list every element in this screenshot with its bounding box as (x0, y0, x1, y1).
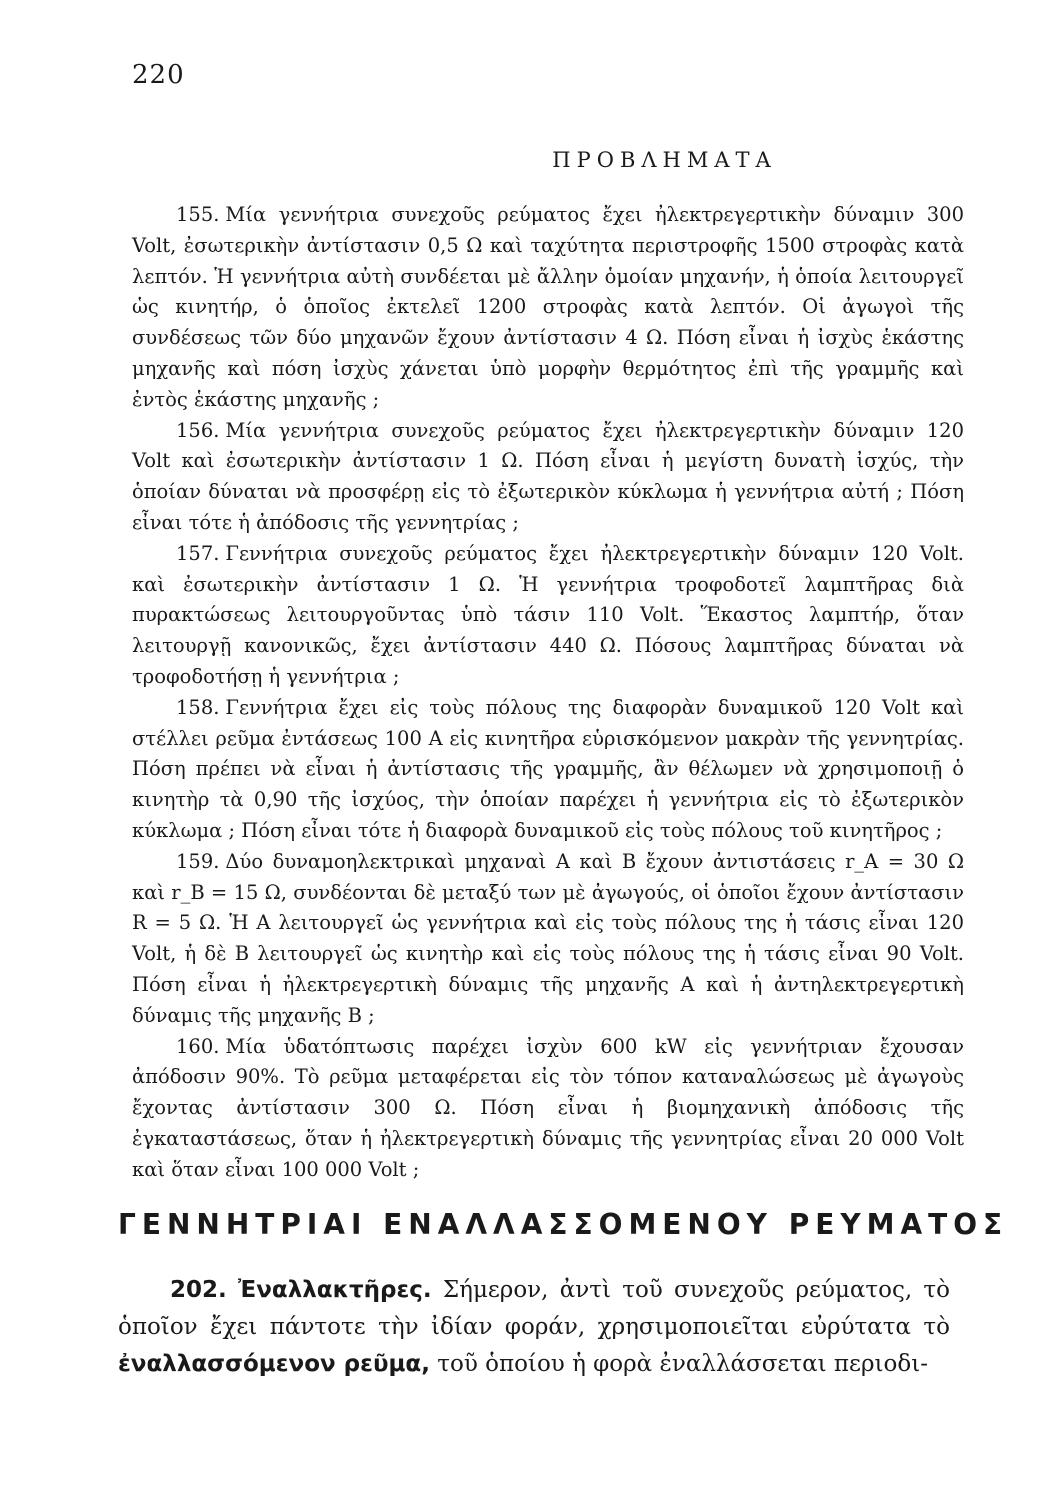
problem-text: Γεννήτρια ἔχει εἰς τοὺς πόλους της διαφορὰν δυναμικοῦ 120 Volt καὶ στέλλει ρεῦμα ἐντάσεως 100 A εἰς κινητῆρα εὑρισκόμενον μακρὰν τῆς γεννητρίας. Πόση πρέπει νὰ εἶναι ἡ ἀντίστασις τῆς γραμμῆς, ἂν θέλωμεν νὰ χρησιμοποιῇ ὁ κινητὴρ τὰ 0,90 τῆς ἰσχύος, τὴν ὁποίαν παρέχει ἡ γεννήτρια εἰς τὸ ἐξωτερικὸν κύκλωμα ; Πόση εἶναι τότε ἡ διαφορὰ δυναμικοῦ εἰς τοὺς πόλους τοῦ κινητῆρος ; (132, 695, 964, 842)
problem-number: 157. (176, 541, 220, 565)
problem-156 (132, 416, 964, 539)
problem-157 (132, 539, 964, 693)
problems-list (132, 200, 964, 1186)
section-heading: ΓΕΝΝΗΤΡΙΑΙ ΕΝΑΛΛΑΣΣΟΜΕΝΟΥ ΡΕΥΜΑΤΟΣ (118, 1208, 1009, 1241)
problem-155 (132, 200, 964, 416)
section-text: Σήμερον, ἀντὶ τοῦ συνεχοῦς ρεύματος, τὸ ὁποῖον ἔχει πάντοτε τὴν ἰδίαν φοράν, χρησιμοποιεῖται εὐρύτατα τὸ (118, 1277, 951, 1340)
problem-159 (132, 847, 964, 1032)
problem-number: 158. (176, 695, 220, 719)
page-number: 220 (132, 60, 185, 90)
problem-text: Μία γεννήτρια συνεχοῦς ρεύματος ἔχει ἠλεκτρεγερτικὴν δύναμιν 120 Volt καὶ ἐσωτερικὴν ἀντίστασιν 1 Ω. Πόση εἶναι ἡ μεγίστη δυνατὴ ἰσχύς, τὴν ὁποίαν δύναται νὰ προσφέρῃ εἰς τὸ ἐξωτερικὸν κύκλωμα ἡ γεννήτρια αὐτή ; Πόση εἶναι τότε ἡ ἀπόδοσις τῆς γεννητρίας ; (132, 418, 964, 534)
problem-text: Μία ὑδατόπτωσις παρέχει ἰσχὺν 600 kW εἰς γεννήτριαν ἔχουσαν ἀπόδοσιν 90%. Τὸ ρεῦμα μεταφέρεται εἰς τὸν τόπον καταναλώσεως μὲ ἀγωγοὺς ἔχοντας ἀντίστασιν 300 Ω. Πόση εἶναι ἡ βιομηχανικὴ ἀπόδοσις τῆς ἐγκαταστάσεως, ὅταν ἡ ἠλεκτρεγερτικὴ δύναμις τῆς γεννητρίας εἶναι 20 000 Volt καὶ ὅταν εἶναι 100 000 Volt ; (132, 1034, 964, 1181)
problem-text: Γεννήτρια συνεχοῦς ρεύματος ἔχει ἠλεκτρεγερτικὴν δύναμιν 120 Volt. καὶ ἐσωτερικὴν ἀντίστασιν 1 Ω. Ἡ γεννήτρια τροφοδοτεῖ λαμπτῆρας διὰ πυρακτώσεως λειτουργοῦντας ὑπὸ τάσιν 110 Volt. Ἕκαστος λαμπτήρ, ὅταν λειτουργῇ κανονικῶς, ἔχει ἀντίστασιν 440 Ω. Πόσους λαμπτῆρας δύναται νὰ τροφοδοτήσῃ ἡ γεννήτρια ; (132, 541, 964, 688)
problems-heading: ΠΡΟΒΛΗΜΑΤΑ (552, 148, 777, 172)
problem-158 (132, 693, 964, 847)
section-paragraph (118, 1272, 950, 1383)
section-bold-term: ἐναλλασσόμενον ρεῦμα, (118, 1351, 430, 1377)
problem-number: 156. (176, 418, 220, 442)
problem-number: 155. (176, 203, 220, 226)
section-number: 202. (170, 1277, 227, 1303)
problem-160 (132, 1032, 964, 1186)
section-title: Ἐναλλακτῆρες. (238, 1277, 432, 1303)
section-text-continued: τοῦ ὁποίου ἡ φορὰ ἐναλλάσσεται περιοδι- (437, 1351, 928, 1377)
problem-number: 159. (176, 849, 220, 873)
problem-text: Μία γεννήτρια συνεχοῦς ρεύματος ἔχει ἠλεκτρεγερτικὴν δύναμιν 300 Volt, ἐσωτερικὴν ἀντίστασιν 0,5 Ω καὶ ταχύτητα περιστροφῆς 1500 στροφὰς κατὰ λεπτόν. Ἡ γεννήτρια αὐτὴ συνδέεται μὲ ἄλλην ὁμοίαν μηχανήν, ἡ ὁποία λειτουργεῖ ὡς κινητήρ, ὁ ὁποῖος ἐκτελεῖ 1200 στροφὰς κατὰ λεπτόν. Οἱ ἀγωγοὶ τῆς συνδέσεως τῶν δύο μηχανῶν ἔχουν ἀντίστασιν 4 Ω. Πόση εἶναι ἡ ἰσχὺς ἑκάστης μηχανῆς καὶ πόση ἰσχὺς χάνεται ὑπὸ μορφὴν θερμότητος ἐπὶ τῆς γραμμῆς καὶ ἐντὸς ἑκάστης μηχανῆς ; (132, 203, 964, 411)
problem-text: Δύο δυναμοηλεκτρικαὶ μηχαναὶ A καὶ B ἔχουν ἀντιστάσεις r_A = 30 Ω καὶ r_B = 15 Ω, συνδέονται δὲ μεταξύ των μὲ ἀγωγούς, οἱ ὁποῖοι ἔχουν ἀντίστασιν R = 5 Ω. Ἡ A λειτουργεῖ ὡς γεννήτρια καὶ εἰς τοὺς πόλους της ἡ τάσις εἶναι 120 Volt, ἡ δὲ B λειτουργεῖ ὡς κινητὴρ καὶ εἰς τοὺς πόλους της ἡ τάσις εἶναι 90 Volt. Πόση εἶναι ἡ ἠλεκτρεγερτικὴ δύναμις τῆς μηχανῆς A καὶ ἡ ἀντηλεκτρεγερτικὴ δύναμις τῆς μηχανῆς B ; (132, 849, 964, 1027)
problem-number: 160. (176, 1034, 220, 1058)
